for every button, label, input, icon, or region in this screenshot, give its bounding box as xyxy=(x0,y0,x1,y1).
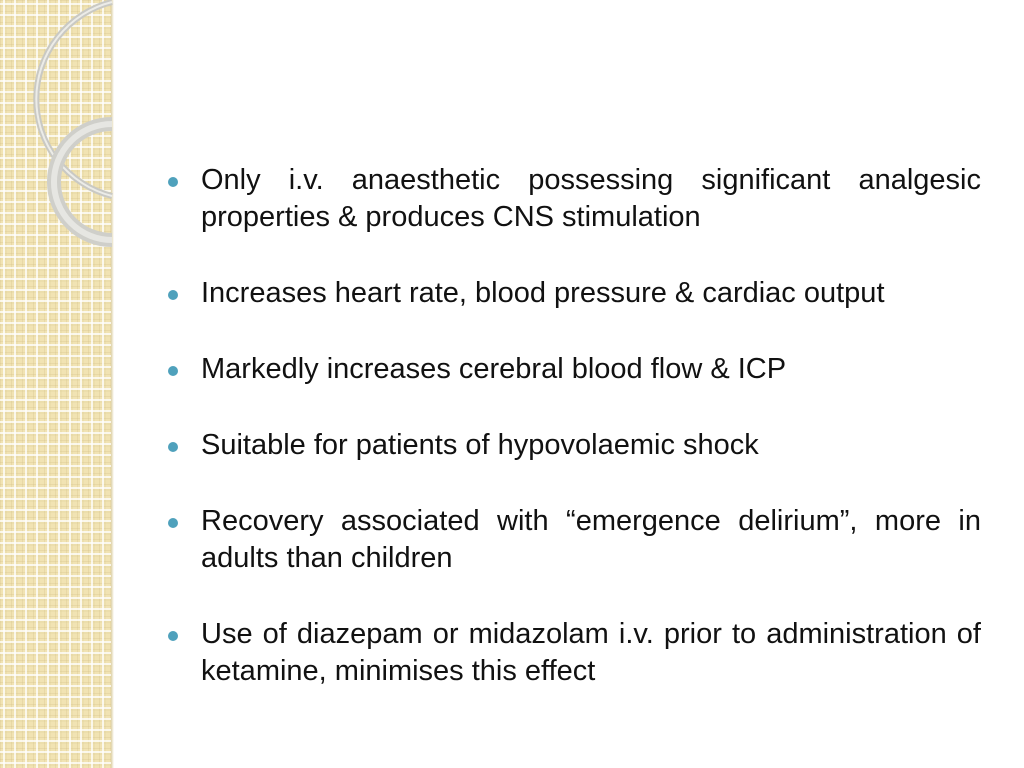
bullet-dot-icon xyxy=(168,177,178,187)
bullet-text: Markedly increases cerebral blood flow & ICP xyxy=(201,353,787,385)
bullet-dot-icon xyxy=(168,442,178,452)
upper-ring xyxy=(36,2,112,196)
bullet-text: Recovery associated with “emergence delirium”, more in adults than children xyxy=(201,505,981,574)
bullet-item xyxy=(168,616,981,690)
bullet-item xyxy=(168,427,981,464)
bullet-text: Suitable for patients of hypovolaemic shock xyxy=(201,429,759,461)
bullet-item xyxy=(168,162,981,236)
bullet-text: Use of diazepam or midazolam i.v. prior to administration of ketamine, minimises this effect xyxy=(201,618,981,687)
bullet-dot-icon xyxy=(168,366,178,376)
decorative-rings xyxy=(0,0,140,260)
bullet-item xyxy=(168,503,981,577)
bullet-dot-icon xyxy=(168,518,178,528)
bullet-text: Increases heart rate, blood pressure & cardiac output xyxy=(201,277,885,309)
bullet-text: Only i.v. anaesthetic possessing significant analgesic properties & produces CNS stimulation xyxy=(201,164,981,233)
bullet-item xyxy=(168,351,981,388)
bullet-dot-icon xyxy=(168,631,178,641)
bullet-list xyxy=(168,162,981,690)
bullet-item xyxy=(168,275,981,312)
bullet-dot-icon xyxy=(168,290,178,300)
